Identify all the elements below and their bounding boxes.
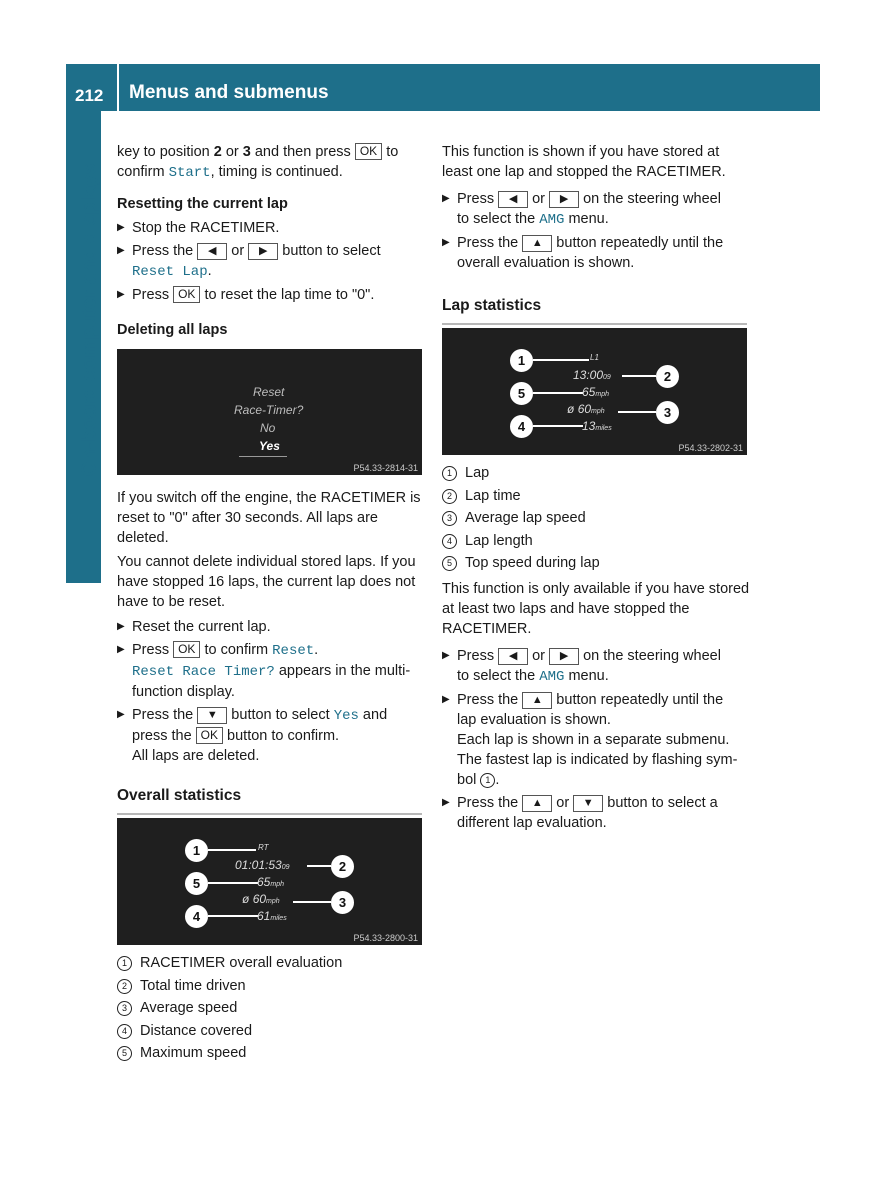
list-item: ▶ Press ◀ or ▶ on the steering wheel to select the AMG menu. [442,191,721,228]
up-arrow-key: ▲ [522,692,552,709]
up-arrow-key: ▲ [522,235,552,252]
list-item: ▶ Press ◀ or ▶ on the steering wheel to select the AMG menu. [442,648,721,685]
paragraph: You cannot delete individual stored laps. If you have stopped 16 laps, the current lap does not have to be reset. [117,554,416,610]
legend-item: 3 Average lap speed [442,508,752,528]
list-item: ▶ Reset the current lap. [117,619,271,635]
down-arrow-key: ▼ [197,707,227,724]
left-arrow-key: ◀ [498,191,528,208]
right-column-bottom [442,463,752,833]
overall-statistics-heading: Overall statistics [117,786,422,815]
display-overall-screen: 1 RT 01:01:5309 2 5 65mph ø 60mph 3 4 61miles P54.33-2800-31 [117,818,422,945]
right-column-top [442,142,752,273]
reset-lap-heading: Resetting the current lap [117,196,288,212]
display-lap-screen: 1 L1 13:0009 2 5 65mph ø 60mph 3 4 13miles P54.33-2802-31 [442,328,747,455]
list-item: ▶ Press the ▲ button repeatedly until the overall evaluation is shown. [442,235,724,271]
list-item: ▶ Stop the RACETIMER. [117,220,280,236]
list-item: ▶ Press OK to reset the lap time to "0". [117,287,375,303]
list-item: ▶ Press the ▼ button to select Yes and press the OK button to confirm. All laps are deleted. [117,707,388,764]
page-title: Menus and submenus [129,82,329,103]
overall-legend [117,953,422,1063]
up-arrow-key: ▲ [522,795,552,812]
paragraph: This function is shown if you have stored at least one lap and stopped the RACETIMER. [442,144,726,180]
left-column-top [117,142,427,340]
lap-statistics-heading: Lap statistics [442,296,747,325]
paragraph: This function is only available if you have stored at least two laps and have stopped the RACETIMER. [442,581,750,637]
down-arrow-key: ▼ [573,795,603,812]
ok-key: OK [355,143,382,160]
side-tab-label: On-board computer and displays [78,163,101,477]
page-number: 212 [75,86,104,105]
paragraph: If you switch off the engine, the RACETIMER is reset to "0" after 30 seconds. All laps are deleted. [117,490,421,546]
legend-item: 5 Top speed during lap [442,553,752,573]
list-item: ▶ Press the ▲ button repeatedly until the lap evaluation is shown. Each lap is shown in a separate submenu. The fastest lap is indicated by flashing sym- bol 1 . [442,692,738,788]
ok-key: OK [173,286,200,303]
delete-laps-heading: Deleting all laps [117,322,228,338]
legend-item: 1 Lap [442,463,752,483]
legend-item: 5 Maximum speed [117,1043,422,1063]
display-reset-screen: Reset Race-Timer? No Yes P54.33-2814-31 [117,349,422,475]
right-arrow-key: ▶ [549,191,579,208]
ok-key: OK [173,641,200,658]
list-item: ▶ Press the ◀ or ▶ button to select Reset Lap. [117,243,381,280]
legend-item: 4 Distance covered [117,1021,422,1041]
left-arrow-key: ◀ [498,648,528,665]
left-column-middle [117,488,427,766]
header-divider [117,64,119,111]
list-item: ▶ Press the ▲ or ▼ button to select a different lap evaluation. [442,795,718,831]
ok-key: OK [196,727,223,744]
left-arrow-key: ◀ [197,243,227,260]
right-arrow-key: ▶ [549,648,579,665]
legend-item: 2 Total time driven [117,976,422,996]
intro-text: key to position 2 or 3 and then press OK to confirm Start, timing is continued. [117,144,399,181]
legend-item: 4 Lap length [442,531,752,551]
legend-item: 3 Average speed [117,998,422,1018]
legend-item: 2 Lap time [442,486,752,506]
right-arrow-key: ▶ [248,243,278,260]
list-item: ▶ Press OK to confirm Reset. Reset Race Timer? appears in the multi- function display. [117,642,411,700]
side-tab-marker [66,539,101,583]
legend-item: 1 RACETIMER overall evaluation [117,953,422,973]
